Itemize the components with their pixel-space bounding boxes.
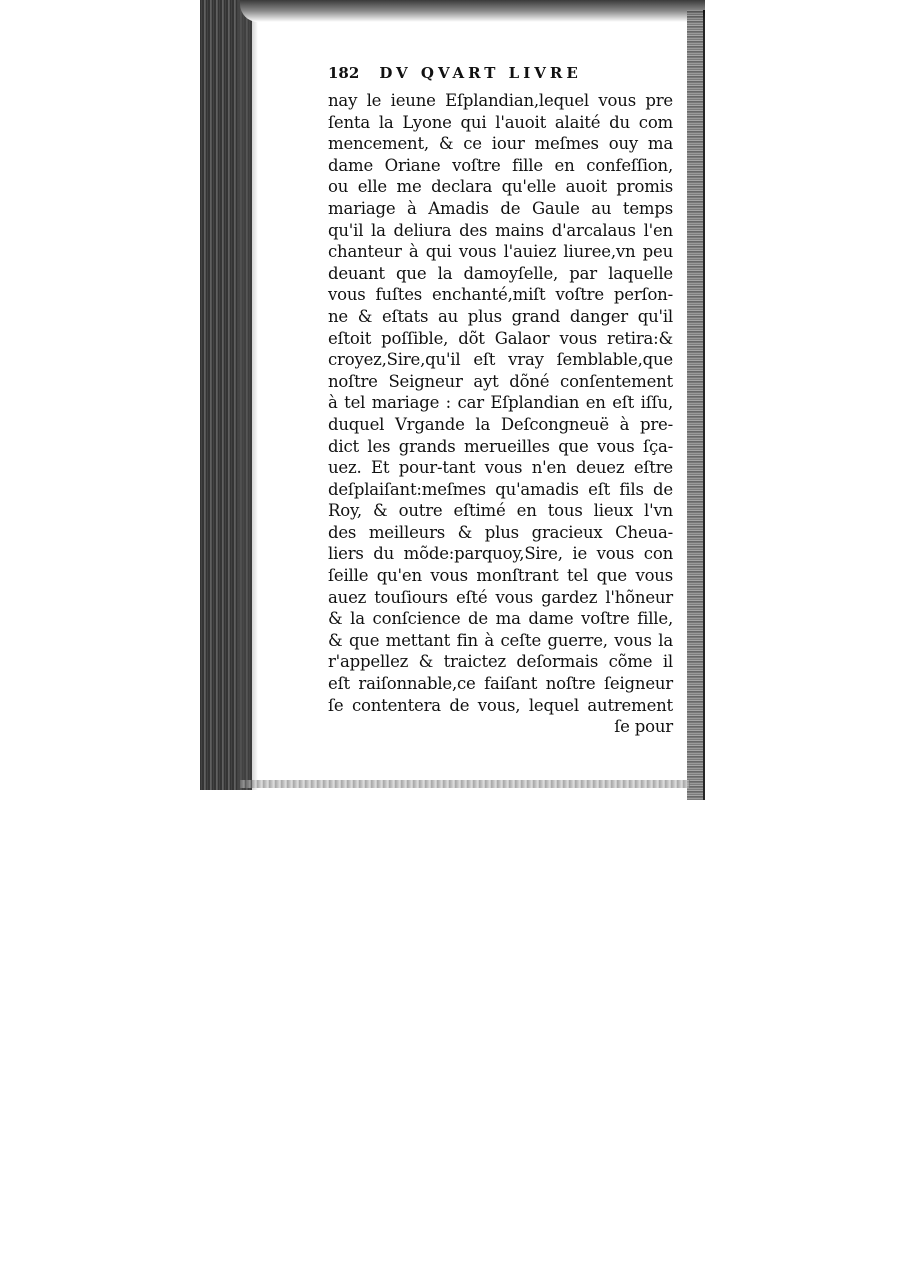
text-line: liers du mõde:parquoy,Sire, ie vous con — [328, 544, 673, 564]
catchword-line: ſe pour — [614, 717, 673, 737]
page-right-edge — [687, 10, 703, 800]
text-line: uez. Et pour-tant vous n'en deuez eſtre — [328, 458, 673, 478]
text-line: vous fuſtes enchanté,miſt voſtre perſon- — [328, 285, 673, 305]
text-line: mencement, & ce iour meſmes ouy ma — [328, 134, 673, 154]
text-line: dict les grands merueilles que vous ſça- — [328, 436, 673, 456]
text-block — [328, 64, 673, 738]
page-bottom-edge — [240, 780, 690, 788]
running-head-title: DV QVART LIVRE — [379, 64, 582, 82]
text-line: r'appellez & traictez deſormais cõme il — [328, 652, 673, 672]
text-line: noſtre Seigneur ayt dõné conſentement — [328, 371, 673, 391]
text-line: eſtoit poſſible, dõt Galaor vous retira:& — [328, 328, 673, 348]
text-line: croyez,Sire,qu'il eſt vray ſemblable,que — [328, 350, 673, 370]
text-line: duquel Vrgande la Deſcongneuë à pre- — [328, 414, 673, 434]
book-spine-shadow — [200, 0, 252, 790]
text-line: dame Oriane voſtre fille en confeſſion, — [328, 155, 673, 175]
page-top-edge — [240, 0, 705, 22]
body-text — [328, 90, 673, 738]
text-line: deuant que la damoyſelle, par laquelle — [328, 263, 673, 283]
scanned-page — [200, 0, 705, 800]
text-line: à tel mariage : car Eſplandian en eſt iſſu, — [328, 393, 673, 413]
text-line: & la conſcience de ma dame voſtre fille, — [328, 609, 673, 629]
text-line: ou elle me declara qu'elle auoit promis — [328, 177, 673, 197]
text-line: deſplaiſant:meſmes qu'amadis eſt fils de — [328, 479, 673, 499]
page-number: 182 — [328, 64, 360, 82]
text-line: mariage à Amadis de Gaule au temps — [328, 198, 673, 218]
text-line: chanteur à qui vous l'auiez liuree,vn peu — [328, 242, 673, 262]
text-line: nay le ieune Eſplandian,lequel vous pre — [328, 91, 673, 110]
text-line: eſt raiſonnable,ce faiſant noſtre ſeigneur — [328, 674, 673, 694]
text-line: des meilleurs & plus gracieux Cheua- — [328, 522, 673, 542]
text-line: qu'il la deliura des mains d'arcalaus l'en — [328, 220, 673, 240]
text-line: auez touſiours eſté vous gardez l'hõneur — [328, 587, 673, 607]
text-line: & que mettant fin à ceſte guerre, vous la — [328, 630, 673, 650]
text-line: Roy, & outre eſtimé en tous lieux l'vn — [328, 501, 673, 521]
running-head — [328, 64, 673, 90]
text-line: ne & eſtats au plus grand danger qu'il — [328, 306, 673, 326]
text-line: ſe contentera de vous, lequel autrement — [328, 695, 673, 715]
text-line: ſeille qu'en vous monſtrant tel que vous — [328, 566, 673, 586]
text-line: ſenta la Lyone qui l'auoit alaité du com — [328, 112, 673, 132]
